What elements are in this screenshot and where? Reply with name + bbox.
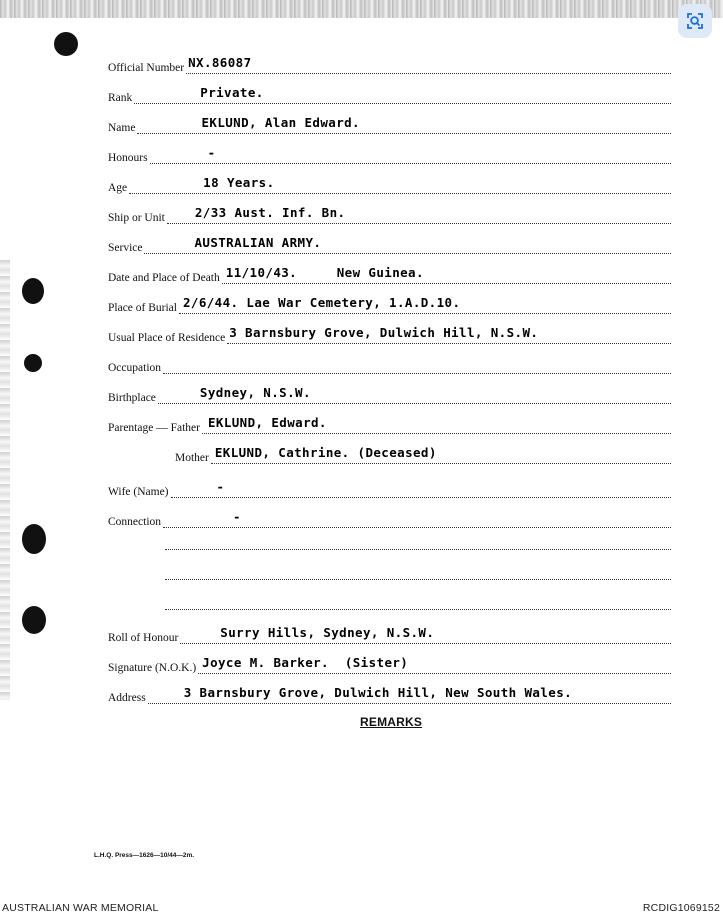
field-value: Surry Hills, Sydney, N.S.W. <box>220 625 435 640</box>
field-name <box>108 112 671 134</box>
field-place-of-burial <box>108 292 671 314</box>
punch-hole <box>22 278 44 304</box>
field-label: Official Number <box>108 61 185 74</box>
field-value: Sydney, N.S.W. <box>199 385 311 400</box>
connection-line <box>165 579 671 580</box>
punch-hole <box>24 354 42 372</box>
field-label: Connection <box>108 515 162 528</box>
field-value: Private. <box>200 85 264 100</box>
field-label: Name <box>108 121 136 134</box>
field-value: 2/6/44. Lae War Cemetery, 1.A.D.10. <box>182 295 461 310</box>
field-official-number <box>108 52 671 74</box>
field-label: Parentage — Father <box>108 421 200 434</box>
zoom-search-button[interactable] <box>678 4 712 38</box>
field-usual-residence <box>108 322 671 344</box>
field-value: AUSTRALIAN ARMY. <box>194 235 322 250</box>
field-value: EKLUND, Alan Edward. <box>201 115 360 130</box>
field-signature-nok <box>108 652 671 674</box>
punch-hole <box>54 32 78 56</box>
field-label: Birthplace <box>108 391 156 404</box>
field-parentage-father <box>108 412 671 434</box>
field-value: - <box>207 145 216 160</box>
field-value: 11/10/43. New Guinea. <box>225 265 424 280</box>
field-value: 18 Years. <box>203 175 275 190</box>
field-label: Rank <box>108 91 133 104</box>
field-label: Address <box>108 691 146 704</box>
field-age <box>108 172 671 194</box>
field-value: - <box>216 479 225 494</box>
footer-record-id: RCDIG1069152 <box>642 902 720 914</box>
remarks-heading: REMARKS <box>360 715 423 729</box>
field-value: - <box>233 509 241 524</box>
scan-edge-top <box>0 0 723 18</box>
field-rank <box>108 82 671 104</box>
search-icon <box>685 11 705 31</box>
field-value: EKLUND, Edward. <box>207 415 327 430</box>
field-label: Honours <box>108 151 148 164</box>
field-value: Joyce M. Barker. (Sister) <box>202 655 409 670</box>
footer-source: AUSTRALIAN WAR MEMORIAL <box>2 902 159 914</box>
field-value: 3 Barnsbury Grove, Dulwich Hill, New South Wales. <box>183 685 573 700</box>
field-label: Signature (N.O.K.) <box>108 661 197 674</box>
field-address <box>108 682 671 704</box>
field-connection <box>108 506 671 528</box>
scan-edge-left <box>0 260 10 700</box>
connection-line <box>165 609 671 610</box>
print-code: L.H.Q. Press—1626—10/44—2m. <box>94 852 195 859</box>
field-roll-of-honour <box>108 622 671 644</box>
field-wife-name <box>108 476 671 498</box>
field-value: 3 Barnsbury Grove, Dulwich Hill, N.S.W. <box>229 325 539 340</box>
punch-hole <box>22 606 46 634</box>
field-label: Date and Place of Death <box>108 271 220 284</box>
field-value: 2/33 Aust. Inf. Bn. <box>194 205 346 220</box>
field-label: Age <box>108 181 128 194</box>
field-service <box>108 232 671 254</box>
field-label: Usual Place of Residence <box>108 331 226 344</box>
field-label: Mother <box>175 451 209 464</box>
field-label: Occupation <box>108 361 162 374</box>
field-label: Roll of Honour <box>108 631 179 644</box>
field-ship-or-unit <box>108 202 671 224</box>
field-honours <box>108 142 671 164</box>
field-value: EKLUND, Cathrine. (Deceased) <box>214 445 437 460</box>
field-birthplace <box>108 382 671 404</box>
field-label: Place of Burial <box>108 301 177 314</box>
field-label: Service <box>108 241 143 254</box>
field-label: Ship or Unit <box>108 211 165 224</box>
connection-line <box>165 549 671 550</box>
field-label: Wife (Name) <box>108 485 169 498</box>
punch-hole <box>22 524 46 554</box>
field-value: NX.86087 <box>188 55 252 70</box>
field-date-place-of-death <box>108 262 671 284</box>
field-occupation <box>108 352 671 374</box>
field-parentage-mother <box>175 442 671 464</box>
